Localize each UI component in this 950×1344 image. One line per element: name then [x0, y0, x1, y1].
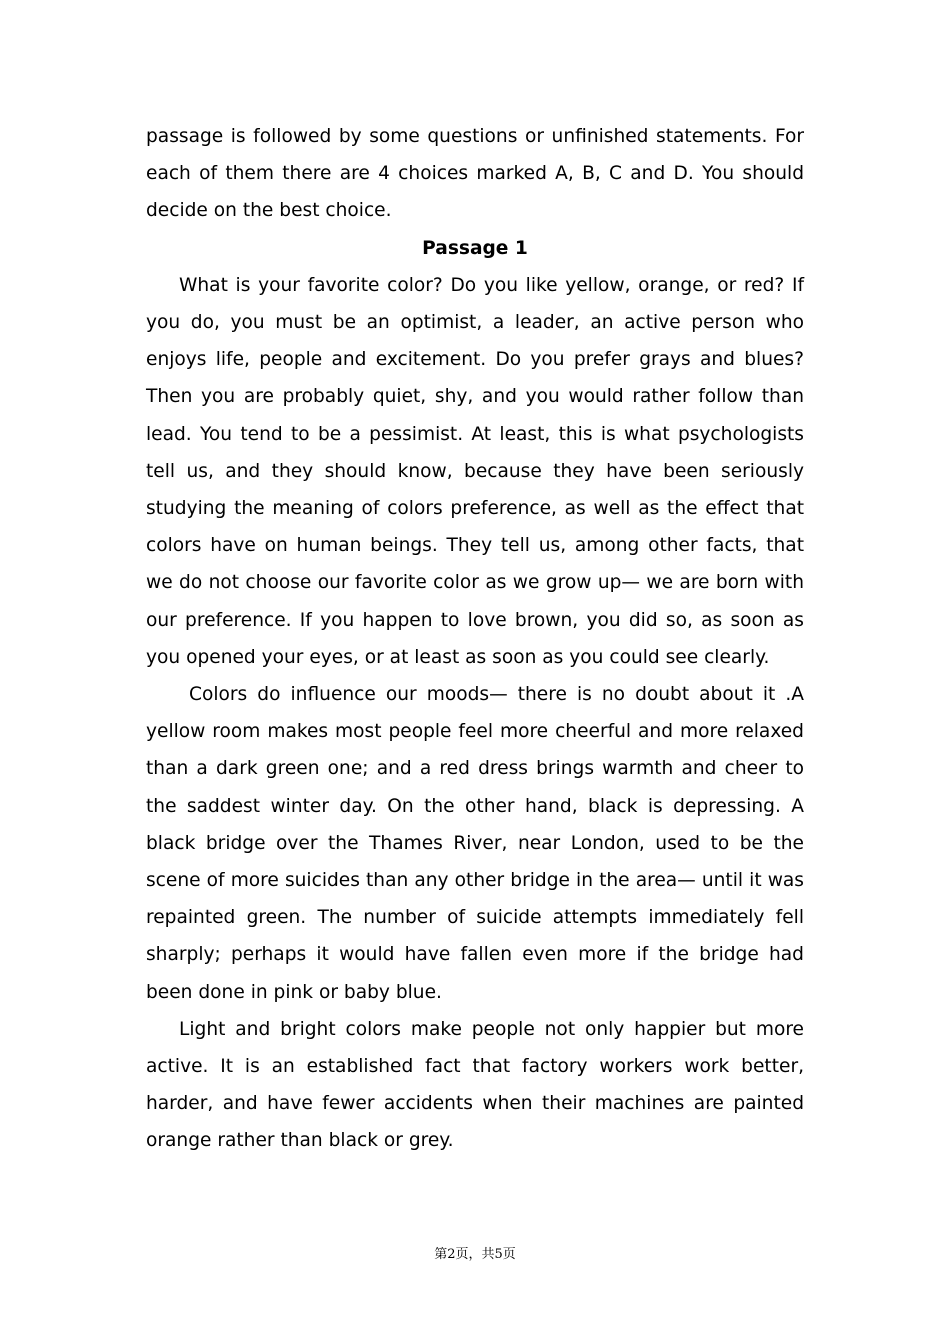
passage-title: Passage 1 [422, 237, 528, 259]
paragraph-2: Colors do influence our moods— there is no doubt about it .A yellow room makes most people feel more cheerful and more relaxed than a dark green one; and a red dress brings warmth and cheer to the saddest winter day. On the other hand, black is depressing. A black bridge over the Thames River, near London, used to be the scene of more suicides than any other bridge in the area— until it was repainted green. The number of suicide attempts immediately fell sharply; perhaps it would have fallen even more if the bridge had been done in pink or baby blue. [146, 684, 804, 1003]
paragraph-3: Light and bright colors make people not only happier but more active. It is an established fact that factory workers work better, harder, and have fewer accidents when their machines are painted orange rather than black or grey. [146, 1018, 804, 1152]
document-body [146, 118, 804, 1160]
paragraph-1: What is your favorite color? Do you like yellow, orange, or red? If you do, you must be an optimist, a leader, an active person who enjoys life, people and excitement. Do you prefer grays and blues? Then you are probably quiet, shy, and you would rather follow than lead. You tend to be a pessimist. At least, this is what psychologists tell us, and they should know, because they have been seriously studying the meaning of colors preference, as well as the effect that colors have on human beings. They tell us, among other facts, that we do not choose our favorite color as we grow up— we are born with our preference. If you happen to love brown, you did so, as soon as you opened your eyes, or at least as soon as you could see clearly. [146, 274, 804, 668]
instructions-text: passage is followed by some questions or unfinished statements. For each of them there are 4 choices marked A, B, C and D. You should decide on the best choice. [146, 126, 804, 222]
page-number: 第2页，共5页 [434, 1247, 516, 1262]
